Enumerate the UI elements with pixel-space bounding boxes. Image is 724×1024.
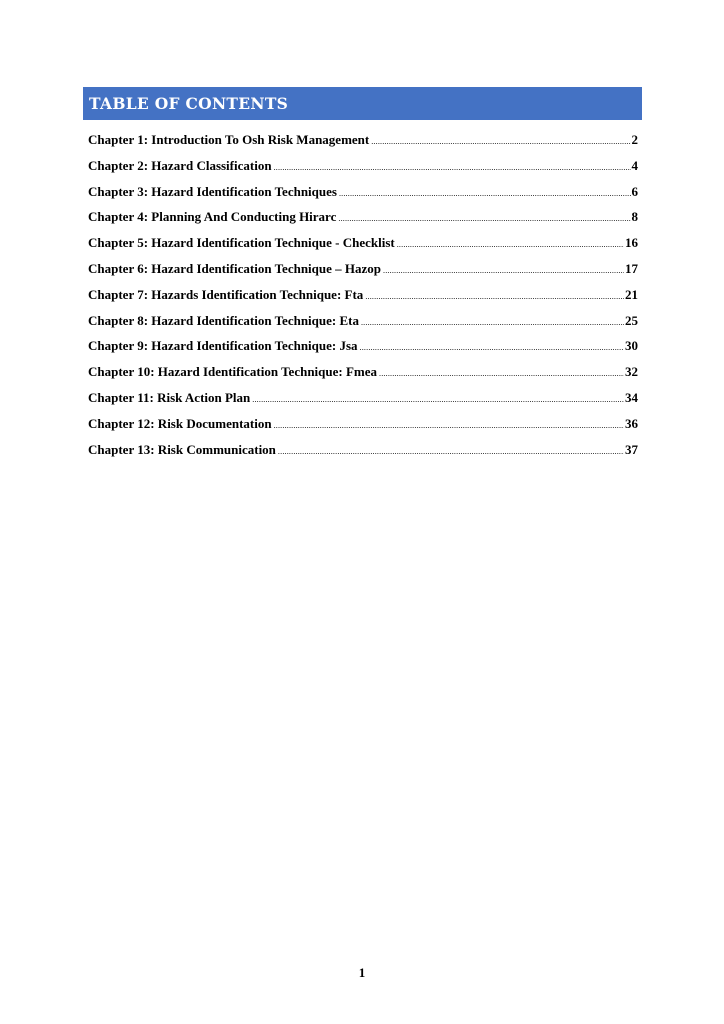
dot-leader: [274, 163, 631, 172]
dot-leader: [371, 137, 630, 146]
toc-entry-title: Chapter 7: Hazards Identification Technique: Fta: [88, 286, 364, 302]
toc-header-bar: [83, 87, 642, 120]
dot-leader: [274, 421, 624, 430]
dot-leader: [383, 266, 624, 275]
toc-page-number: 36: [625, 415, 638, 431]
toc-entry-chapter-1[interactable]: [88, 132, 638, 158]
toc-entry-chapter-9[interactable]: [88, 338, 638, 364]
toc-page-number: 32: [625, 364, 638, 380]
toc-entry-chapter-3[interactable]: [88, 184, 638, 210]
toc-page-number: 17: [625, 260, 638, 276]
toc-entry-chapter-8[interactable]: [88, 313, 638, 339]
dot-leader: [397, 240, 624, 249]
toc-page-number: 16: [625, 235, 638, 251]
toc-entry-chapter-5[interactable]: [88, 235, 638, 261]
toc-entry-chapter-2[interactable]: [88, 158, 638, 184]
toc-entry-title: Chapter 11: Risk Action Plan: [88, 389, 251, 405]
toc-entry-chapter-7[interactable]: [88, 287, 638, 313]
toc-entry-title: Chapter 13: Risk Communication: [88, 441, 276, 457]
toc-page-number: 30: [625, 338, 638, 354]
toc-entry-chapter-11[interactable]: [88, 390, 638, 416]
toc-entry-title: Chapter 1: Introduction To Osh Risk Management: [88, 132, 370, 147]
toc-entry-chapter-6[interactable]: [88, 261, 638, 287]
toc-page-number: 4: [631, 157, 638, 173]
toc-entry-title: Chapter 8: Hazard Identification Technique: Eta: [88, 312, 359, 328]
toc-page-number: 6: [631, 183, 638, 199]
toc-entry-title: Chapter 6: Hazard Identification Technique – Hazop: [88, 260, 382, 276]
toc-entry-title: Chapter 12: Risk Documentation: [88, 415, 272, 431]
table-of-contents: [88, 132, 638, 467]
dot-leader: [338, 214, 630, 223]
toc-entry-title: Chapter 5: Hazard Identification Technique - Checklist: [88, 235, 395, 251]
page-title: TABLE OF CONTENTS: [89, 94, 289, 113]
toc-page-number: 37: [625, 441, 638, 457]
toc-entry-chapter-10[interactable]: [88, 364, 638, 390]
toc-entry-title: Chapter 3: Hazard Identification Techniques: [88, 183, 337, 199]
dot-leader: [278, 447, 624, 456]
toc-page-number: 2: [631, 132, 638, 147]
toc-entry-chapter-12[interactable]: [88, 416, 638, 442]
toc-entry-title: Chapter 10: Hazard Identification Technique: Fmea: [88, 364, 378, 380]
toc-entry-title: Chapter 9: Hazard Identification Technique: Jsa: [88, 338, 358, 354]
dot-leader: [365, 292, 624, 301]
dot-leader: [379, 369, 624, 378]
toc-entry-chapter-4[interactable]: [88, 209, 638, 235]
toc-entry-title: Chapter 4: Planning And Conducting Hirarc: [88, 209, 337, 225]
toc-page-number: 21: [625, 286, 638, 302]
dot-leader: [339, 189, 631, 198]
dot-leader: [360, 343, 624, 352]
dot-leader: [361, 318, 624, 327]
toc-page-number: 34: [625, 389, 638, 405]
dot-leader: [252, 395, 624, 404]
toc-entry-chapter-13[interactable]: [88, 442, 638, 468]
footer-page-number: 1: [358, 965, 366, 980]
toc-entry-title: Chapter 2: Hazard Classification: [88, 157, 272, 173]
toc-page-number: 25: [625, 312, 638, 328]
toc-page-number: 8: [631, 209, 638, 225]
